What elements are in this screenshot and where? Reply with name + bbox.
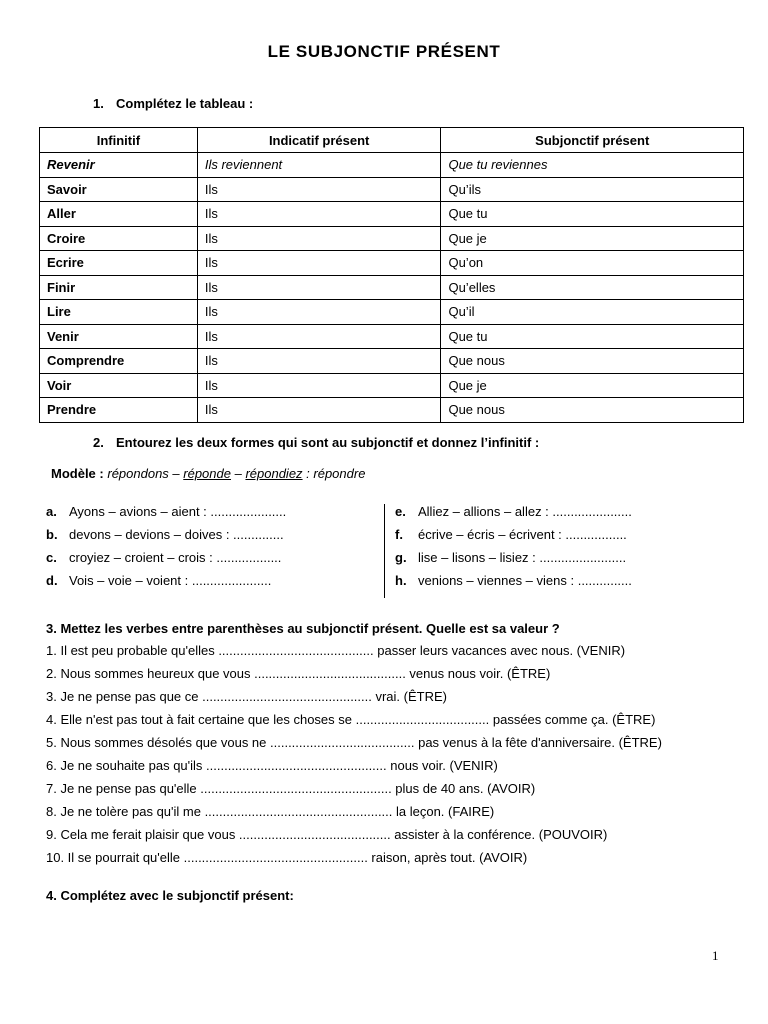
cell-infinitif: Finir [40,275,198,300]
section1-number: 1. [93,96,104,111]
cell-infinitif: Croire [40,226,198,251]
item-letter: e. [395,504,406,519]
item-text: devons – devions – doives : .............. [69,527,284,542]
exercise2-item[interactable] [46,550,286,573]
model-label: Modèle : [51,466,104,481]
conjugation-table [39,127,744,423]
exercise2-item[interactable] [395,550,632,573]
cell-subjonctif[interactable]: Qu’elles [441,275,744,300]
cell-indicatif[interactable]: Ils [197,349,441,374]
cell-infinitif: Savoir [40,177,198,202]
table-row [40,251,744,276]
cell-indicatif: Ils reviennent [197,153,441,178]
cell-infinitif: Lire [40,300,198,325]
exercise2-item[interactable] [395,527,632,550]
exercise3-item[interactable]: 7. Je ne pense pas qu'elle ..................................................... plus de 40 ans. (AVOIR) [46,781,536,796]
model-form-2-subjonctif: réponde [183,466,231,481]
exercise3-item[interactable]: 9. Cela me ferait plaisir que vous .......................................... assister à la conférence. (POUVOIR) [46,827,608,842]
item-letter: c. [46,550,57,565]
item-text: écrive – écris – écrivent : ................. [418,527,627,542]
column-header-indicatif: Indicatif présent [197,128,441,153]
column-header-infinitif: Infinitif [40,128,198,153]
exercise3-item[interactable]: 3. Je ne pense pas que ce ............................................... vrai. (ÊTRE) [46,689,447,704]
item-text: croyiez – croient – crois : .................. [69,550,282,565]
cell-subjonctif[interactable]: Que nous [441,398,744,423]
cell-indicatif[interactable]: Ils [197,177,441,202]
table-row [40,324,744,349]
cell-infinitif: Ecrire [40,251,198,276]
exercise3-item[interactable]: 10. Il se pourrait qu'elle ................................................... raison, après tout. (AVOIR) [46,850,528,865]
cell-indicatif[interactable]: Ils [197,373,441,398]
exercise2-item[interactable] [395,504,632,527]
model-infinitive: : répondre [302,466,366,481]
exercise2-item[interactable] [46,504,286,527]
item-text: Vois – voie – voient : ...................... [69,573,272,588]
exercise3-item[interactable]: 5. Nous sommes désolés que vous ne ........................................ pas venus à la fête d'anniversaire. (ÊTRE) [46,735,662,750]
column-header-subjonctif: Subjonctif présent [441,128,744,153]
cell-subjonctif[interactable]: Que nous [441,349,744,374]
table-row [40,349,744,374]
exercise2-item[interactable] [46,573,286,596]
model-form-1: répondons – [107,466,184,481]
table-row [40,275,744,300]
cell-infinitif: Venir [40,324,198,349]
cell-infinitif: Revenir [40,153,198,178]
cell-subjonctif[interactable]: Que je [441,226,744,251]
cell-subjonctif[interactable]: Que je [441,373,744,398]
item-letter: a. [46,504,57,519]
cell-indicatif[interactable]: Ils [197,251,441,276]
item-letter: h. [395,573,407,588]
item-text: Alliez – allions – allez : ...................... [418,504,632,519]
cell-subjonctif[interactable]: Qu’il [441,300,744,325]
page-number: 1 [712,948,719,963]
section2-number: 2. [93,435,104,450]
cell-indicatif[interactable]: Ils [197,398,441,423]
column-divider [384,504,385,598]
table-row [40,300,744,325]
cell-subjonctif[interactable]: Qu’on [441,251,744,276]
table-row [40,398,744,423]
table-row-example [40,153,744,178]
table-row [40,202,744,227]
cell-subjonctif: Que tu reviennes [441,153,744,178]
item-letter: g. [395,550,407,565]
model-form-3-subjonctif: répondiez [245,466,303,481]
item-letter: b. [46,527,58,542]
section1-heading [93,96,253,111]
section2-heading [93,435,539,450]
cell-subjonctif[interactable]: Que tu [441,202,744,227]
table-header-row [40,128,744,153]
cell-indicatif[interactable]: Ils [197,202,441,227]
table-row [40,226,744,251]
page-title: LE SUBJONCTIF PRÉSENT [267,42,501,61]
exercise3-item[interactable]: 4. Elle n'est pas tout à fait certaine que les choses se ..................................... passées comme ça. (ÊTRE) [46,712,656,727]
model-example [51,466,365,481]
cell-infinitif: Comprendre [40,349,198,374]
exercise3-item[interactable]: 1. Il est peu probable qu'elles ........................................... passer leurs vacances avec nous. (VENIR) [46,643,626,658]
exercise3-item[interactable]: 2. Nous sommes heureux que vous .......................................... venus nous voir. (ÊTRE) [46,666,551,681]
exercise2-item[interactable] [46,527,286,550]
table-row [40,373,744,398]
exercise3-item[interactable]: 6. Je ne souhaite pas qu'ils .................................................. nous voir. (VENIR) [46,758,498,773]
exercise2-right-column [395,504,632,596]
item-text: venions – viennes – viens : ............... [418,573,632,588]
item-letter: d. [46,573,58,588]
model-separator: – [230,466,246,481]
section2-heading-text: Entourez les deux formes qui sont au subjonctif et donnez l’infinitif : [116,435,540,450]
cell-infinitif: Voir [40,373,198,398]
section4-heading: 4. Complétez avec le subjonctif présent: [46,888,294,903]
cell-subjonctif[interactable]: Que tu [441,324,744,349]
cell-indicatif[interactable]: Ils [197,300,441,325]
cell-indicatif[interactable]: Ils [197,324,441,349]
cell-indicatif[interactable]: Ils [197,275,441,300]
exercise2-item[interactable] [395,573,632,596]
item-text: lise – lisons – lisiez : ........................ [418,550,627,565]
cell-subjonctif[interactable]: Qu’ils [441,177,744,202]
item-text: Ayons – avions – aient : ..................... [69,504,287,519]
table-row [40,177,744,202]
section3-heading: 3. Mettez les verbes entre parenthèses au subjonctif présent. Quelle est sa valeur ? [46,621,560,636]
section1-heading-text: Complétez le tableau : [116,96,254,111]
cell-infinitif: Aller [40,202,198,227]
cell-indicatif[interactable]: Ils [197,226,441,251]
exercise3-item[interactable]: 8. Je ne tolère pas qu'il me .................................................... la leçon. (FAIRE) [46,804,495,819]
exercise2-left-column [46,504,286,596]
item-letter: f. [395,527,403,542]
cell-infinitif: Prendre [40,398,198,423]
